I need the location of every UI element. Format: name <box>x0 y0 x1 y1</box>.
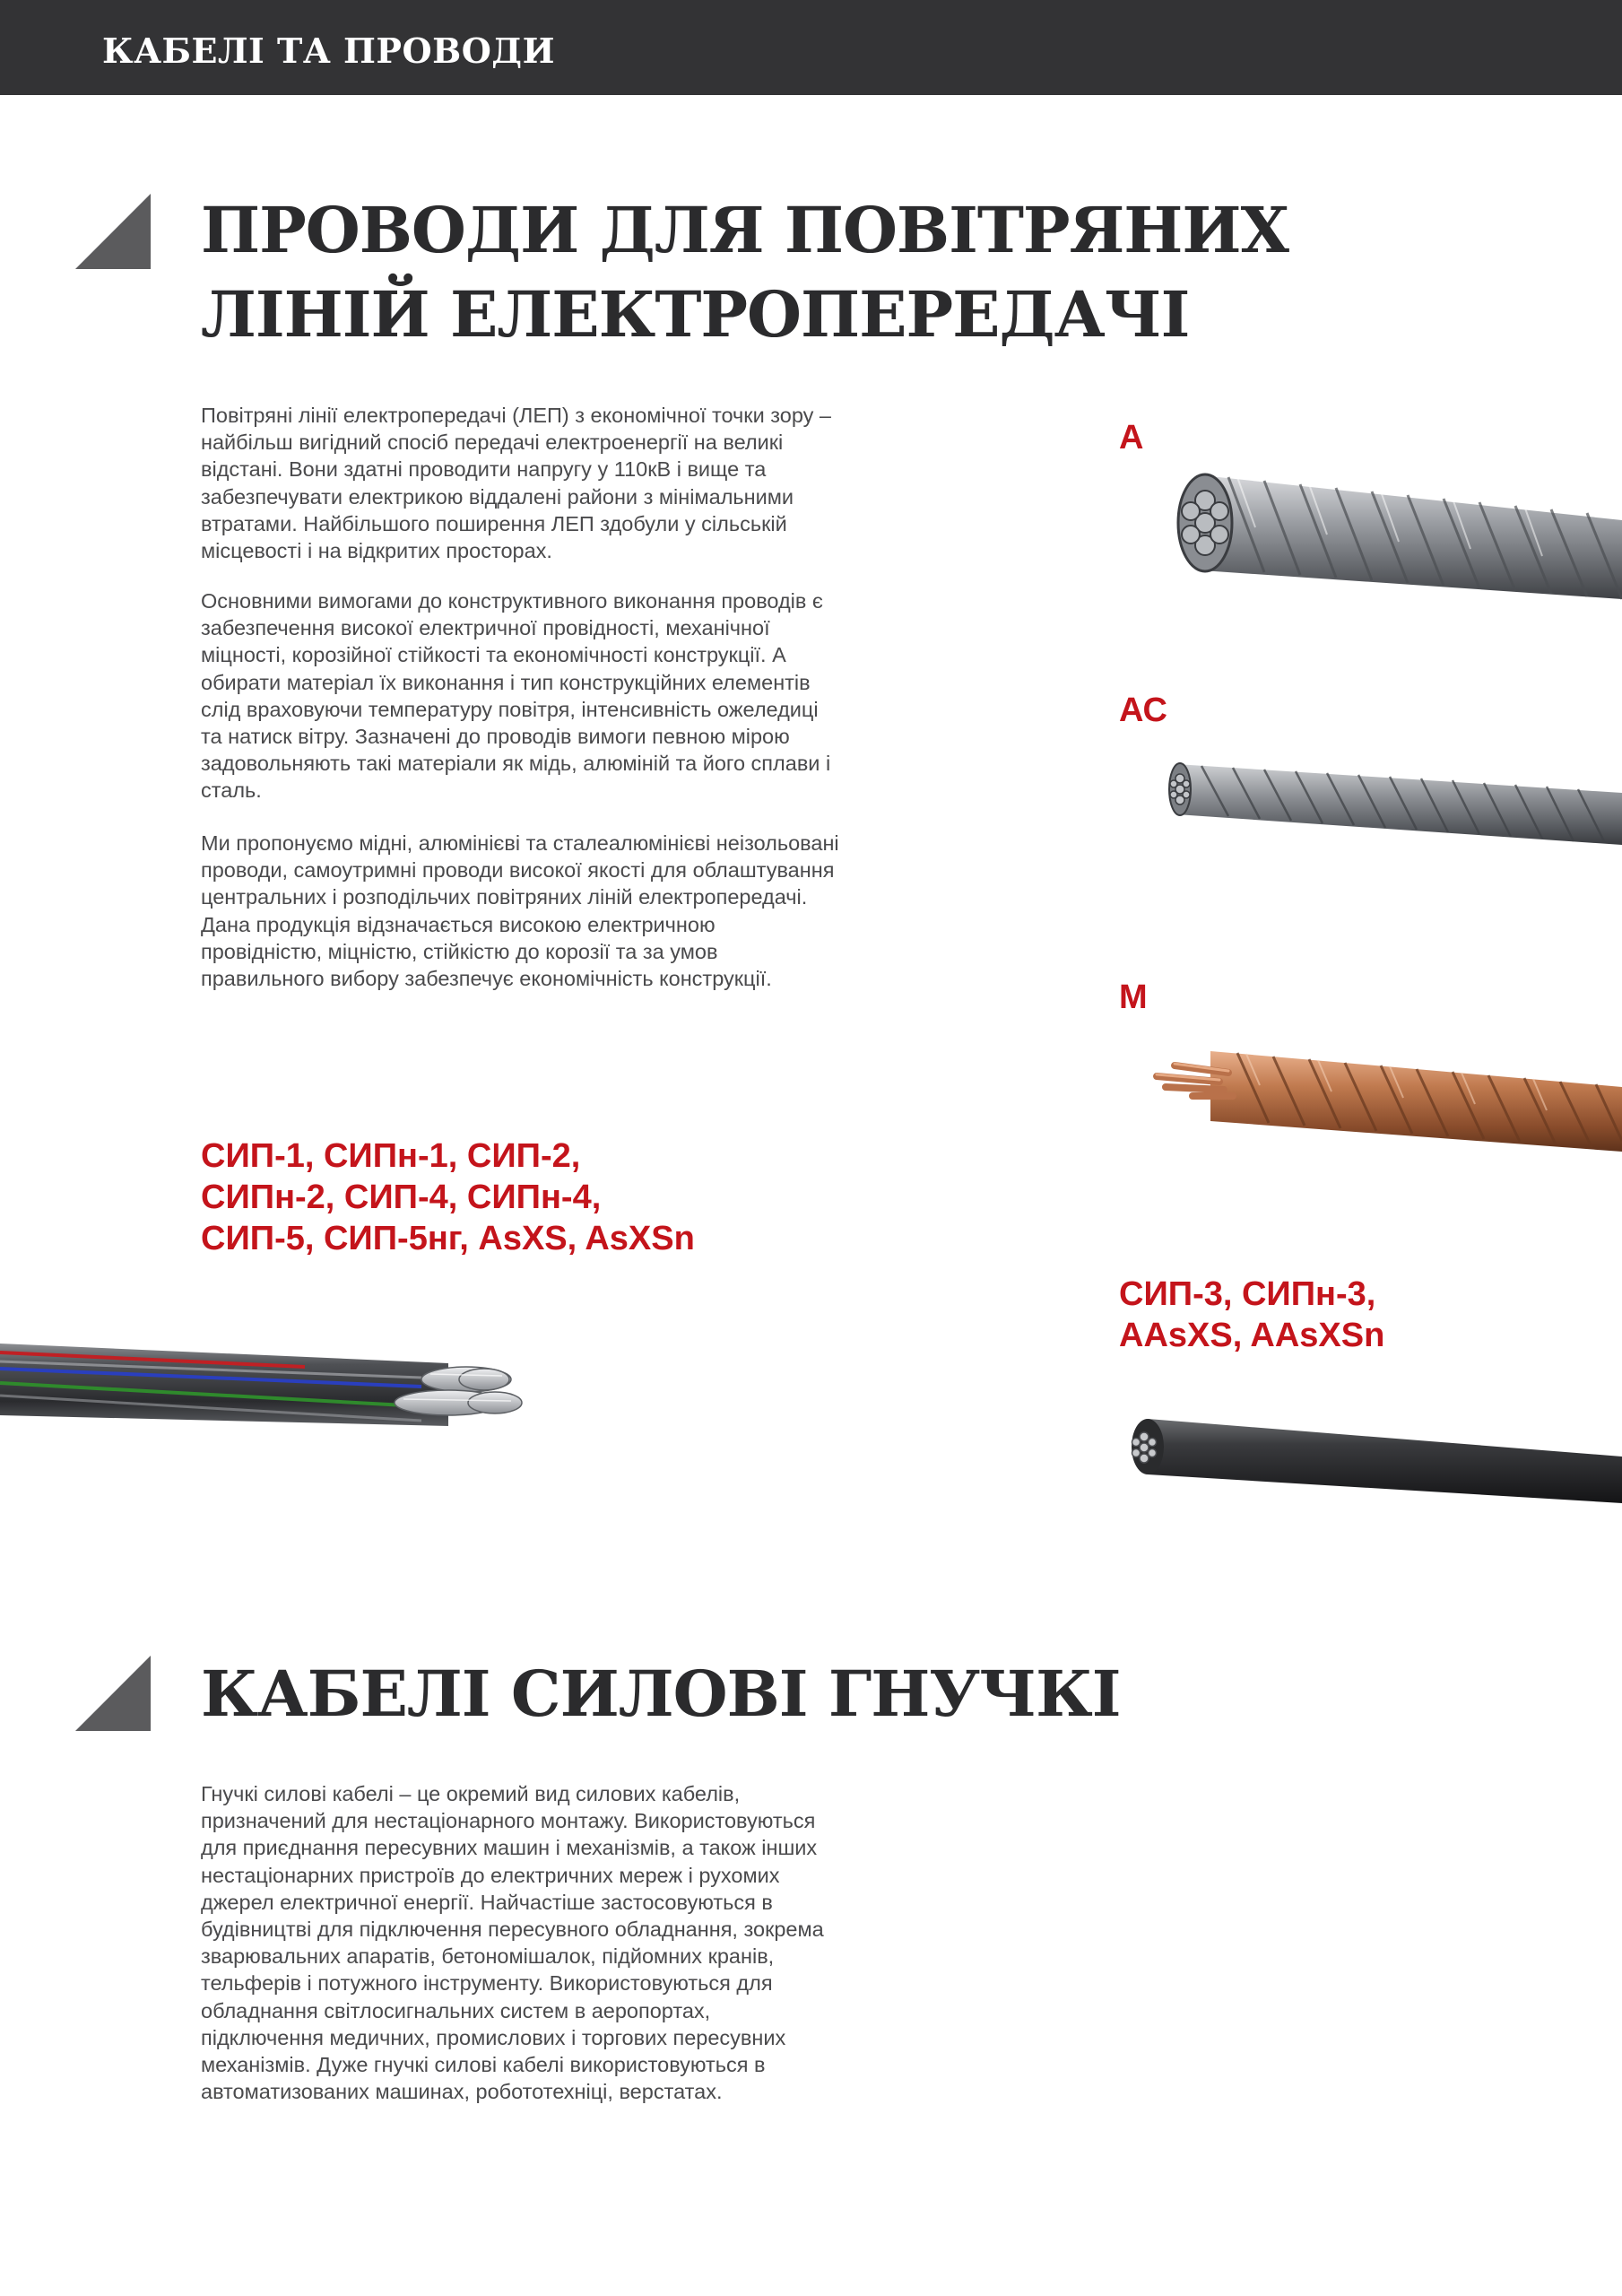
wire-label-a: А <box>1119 419 1144 457</box>
triangle-marker-icon <box>75 194 151 269</box>
insulated-sip3-cable-image <box>1112 1410 1622 1505</box>
section-title: КАБЕЛІ ТА ПРОВОДИ <box>102 30 555 71</box>
text-line: джерел електричної енергії. Найчастіше застосовуються в <box>201 1890 773 1914</box>
text-line: тельферів і потужного інструменту. Використовуються для <box>201 1971 773 1996</box>
text-line: найбільш вигідний спосіб передачі електроенергії на великі <box>201 430 784 455</box>
text-line: обладнання світлосигнальних систем в аеропортах, <box>201 1998 711 2022</box>
paragraph-flexible-cables <box>201 1780 882 2105</box>
product-line: СИП-5, СИП-5нг, AsXS, AsXSn <box>201 1220 695 1257</box>
product-line: СИПн-2, СИП-4, СИПн-4, <box>201 1178 602 1216</box>
product-line: AAsXS, AAsXSn <box>1119 1317 1385 1354</box>
text-line: забезпечення високої електричної провідності, механічної <box>201 616 770 640</box>
text-line: Ми пропонуємо мідні, алюмінієві та сталеалюмінієві неізольовані <box>201 831 839 855</box>
text-line: місцевості і на відкритих просторах. <box>201 539 552 563</box>
section2-title: КАБЕЛІ СИЛОВІ ГНУЧКІ <box>201 1657 1121 1731</box>
text-line: сталь. <box>201 778 262 803</box>
product-line: СИП-3, СИПн-3, <box>1119 1275 1376 1313</box>
text-line: втратами. Найбільшого поширення ЛЕП здобули у сільській <box>201 511 787 535</box>
text-line: обирати матеріал їх виконання і тип конструкційних елементів <box>201 670 811 694</box>
copper-wire-image <box>1148 1040 1622 1157</box>
text-line: підключення медичних, промислових і торгових пересувних <box>201 2025 786 2049</box>
sip-products-list <box>201 1135 695 1259</box>
text-line: Основними вимогами до конструктивного виконання проводів є <box>201 589 823 613</box>
text-line: задовольняють такі матеріали як мідь, алюміній та його сплави і <box>201 752 831 776</box>
self-supporting-bundle-cable-image <box>0 1336 538 1435</box>
text-line: проводи, самоутримні проводи високої якості для облаштування <box>201 858 835 883</box>
triangle-marker-icon <box>75 1656 151 1731</box>
paragraph-intro <box>201 402 882 564</box>
text-line: провідністю, міцністю, стійкістю до корозії та за умов <box>201 939 718 963</box>
wire-label-m: М <box>1119 978 1148 1016</box>
steel-aluminium-wire-image <box>1166 752 1622 850</box>
text-line: міцності, корозійної стійкості та економічності конструкції. А <box>201 643 786 667</box>
sip3-products-list <box>1119 1274 1384 1356</box>
section1-title <box>201 188 1288 357</box>
text-line: нестаціонарних пристроїв до електричних мереж і рухомих <box>201 1863 780 1887</box>
product-line: СИП-1, СИПн-1, СИП-2, <box>201 1137 581 1175</box>
aluminium-wire-image <box>1166 465 1622 608</box>
text-line: для приєднання пересувних машин і механізмів, а також інших <box>201 1836 818 1860</box>
text-line: забезпечувати електрикою віддалені райони з мінімальними <box>201 484 794 509</box>
text-line: механізмів. Дуже гнучкі силові кабелі використовуються в <box>201 2053 766 2077</box>
title-line: ПРОВОДИ ДЛЯ ПОВІТРЯНИХ <box>201 193 1288 267</box>
title-line: ЛІНІЙ ЕЛЕКТРОПЕРЕДАЧІ <box>201 277 1190 352</box>
text-line: зварювальних апаратів, бетономішалок, підйомних кранів, <box>201 1944 775 1969</box>
text-line: призначений для нестаціонарного монтажу. Використовуються <box>201 1809 816 1833</box>
text-line: Гнучкі силові кабелі – це окремий вид силових кабелів, <box>201 1782 741 1805</box>
text-line: Повітряні лінії електропередачі (ЛЕП) з економічної точки зору – <box>201 404 831 427</box>
text-line: автоматизованих машинах, робототехніці, верстатах. <box>201 2080 723 2104</box>
wire-label-ac: АС <box>1119 691 1167 729</box>
paragraph-offer <box>201 830 882 992</box>
paragraph-requirements <box>201 587 882 804</box>
header-bar <box>0 0 1622 95</box>
text-line: відстані. Вони здатні проводити напругу у 110кВ і вище та <box>201 457 767 482</box>
text-line: Дана продукція відзначається високою електричною <box>201 912 716 936</box>
text-line: слід враховуючи температуру повітря, інтенсивність ожеледиці <box>201 697 819 721</box>
text-line: будівництві для підключення пересувного обладнання, зокрема <box>201 1918 824 1942</box>
text-line: центральних і розподільчих повітряних ліній електропередачі. <box>201 885 808 909</box>
text-line: правильного вибору забезпечує економічність конструкції. <box>201 967 772 991</box>
text-line: та натиск вітру. Зазначені до проводів вимоги певною мірою <box>201 725 790 749</box>
